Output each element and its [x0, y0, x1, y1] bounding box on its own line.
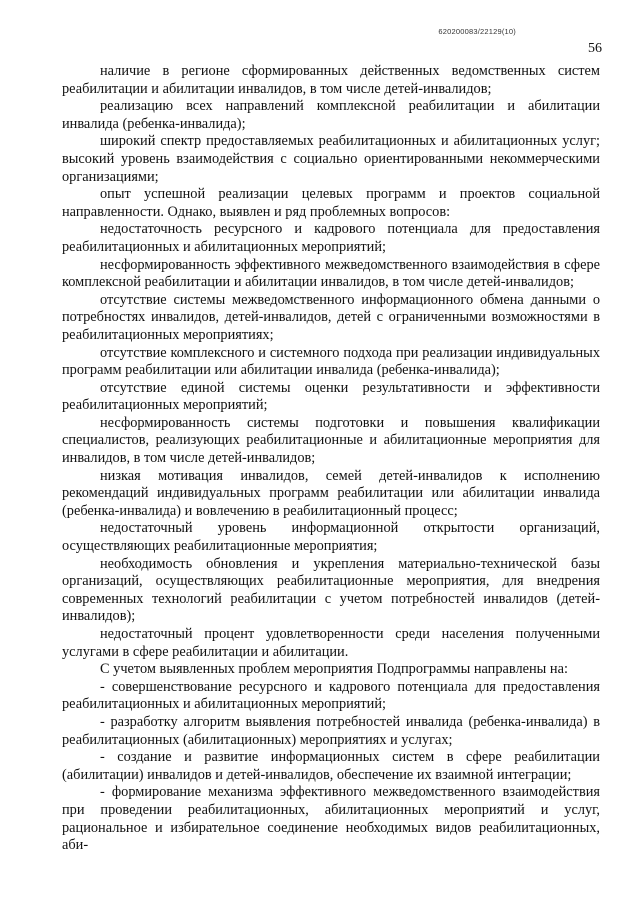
document-code: 620200083/22129(10): [438, 27, 516, 36]
paragraph: недостаточный процент удовлетворенности среди населения полученными услугами в сфере реабилитации и абилитации.: [62, 626, 600, 660]
paragraph: низкая мотивация инвалидов, семей детей-инвалидов к исполнению рекомендаций индивидуальных программ реабилитации или абилитации инвалида (ребенка-инвалида) и вовлечению в реабилитационный процесс;: [62, 467, 600, 519]
paragraph: - совершенствование ресурсного и кадрового потенциала для предоставления реабилитационных и абилитационных мероприятий;: [62, 678, 600, 713]
paragraph: несформированность системы подготовки и повышения квалификации специалистов, реализующих реабилитационные и абилитационные мероприятия для инвалидов, в том числе детей-инвалидов;: [62, 414, 600, 467]
page-number: 56: [588, 41, 602, 56]
paragraph: реализацию всех направлений комплексной реабилитации и абилитации инвалида (ребенка-инвалида);: [62, 98, 600, 132]
paragraph: недостаточный уровень информационной открытости организаций, осуществляющих реабилитационные мероприятия;: [62, 520, 600, 555]
paragraph: - формирование механизма эффективного межведомственного взаимодействия при проведении реабилитационных, абилитационных мероприятий и услуг, рациональное и избирательное соединение необходимых видов реабилитационных, аби-: [62, 784, 600, 854]
body-text: [62, 63, 600, 855]
paragraph: недостаточность ресурсного и кадрового потенциала для предоставления реабилитационных и абилитационных мероприятий;: [62, 221, 600, 255]
paragraph: - создание и развитие информационных систем в сфере реабилитации (абилитации) инвалидов и детей-инвалидов, обеспечение их взаимной интеграции;: [62, 749, 600, 783]
paragraph: - разработку алгоритм выявления потребностей инвалида (ребенка-инвалида) в реабилитационных (абилитационных) мероприятиях и услугах;: [62, 713, 600, 748]
paragraph: наличие в регионе сформированных действенных ведомственных систем реабилитации и абилитации инвалидов, в том числе детей-инвалидов;: [62, 63, 600, 97]
paragraph: несформированность эффективного межведомственного взаимодействия в сфере комплексной реабилитации и абилитации инвалидов, в том числе детей-инвалидов;: [62, 256, 600, 291]
paragraph: отсутствие единой системы оценки результативности и эффективности реабилитационных мероприятий;: [62, 379, 600, 414]
paragraph: опыт успешной реализации целевых программ и проектов социальной направленности. Однако, выявлен и ряд проблемных вопросов:: [62, 186, 600, 220]
paragraph: широкий спектр предоставляемых реабилитационных и абилитационных услуг; высокий уровень взаимодействия с социально ориентированными некоммерческими организациями;: [62, 133, 600, 185]
paragraph: необходимость обновления и укрепления материально-технической базы организаций, осуществляющих реабилитационные мероприятия, для внедрения современных технологий реабилитации с учетом потребностей инвалидов (детей-инвалидов);: [62, 555, 600, 625]
paragraph: отсутствие комплексного и системного подхода при реализации индивидуальных программ реабилитации или абилитации инвалида (ребенка-инвалида);: [62, 344, 600, 379]
paragraph: отсутствие системы межведомственного информационного обмена данными о потребностях инвалидов, детей-инвалидов, детей с ограниченными возможностями в реабилитационных мероприятиях;: [62, 291, 600, 343]
paragraph: С учетом выявленных проблем мероприятия Подпрограммы направлены на:: [100, 661, 568, 678]
